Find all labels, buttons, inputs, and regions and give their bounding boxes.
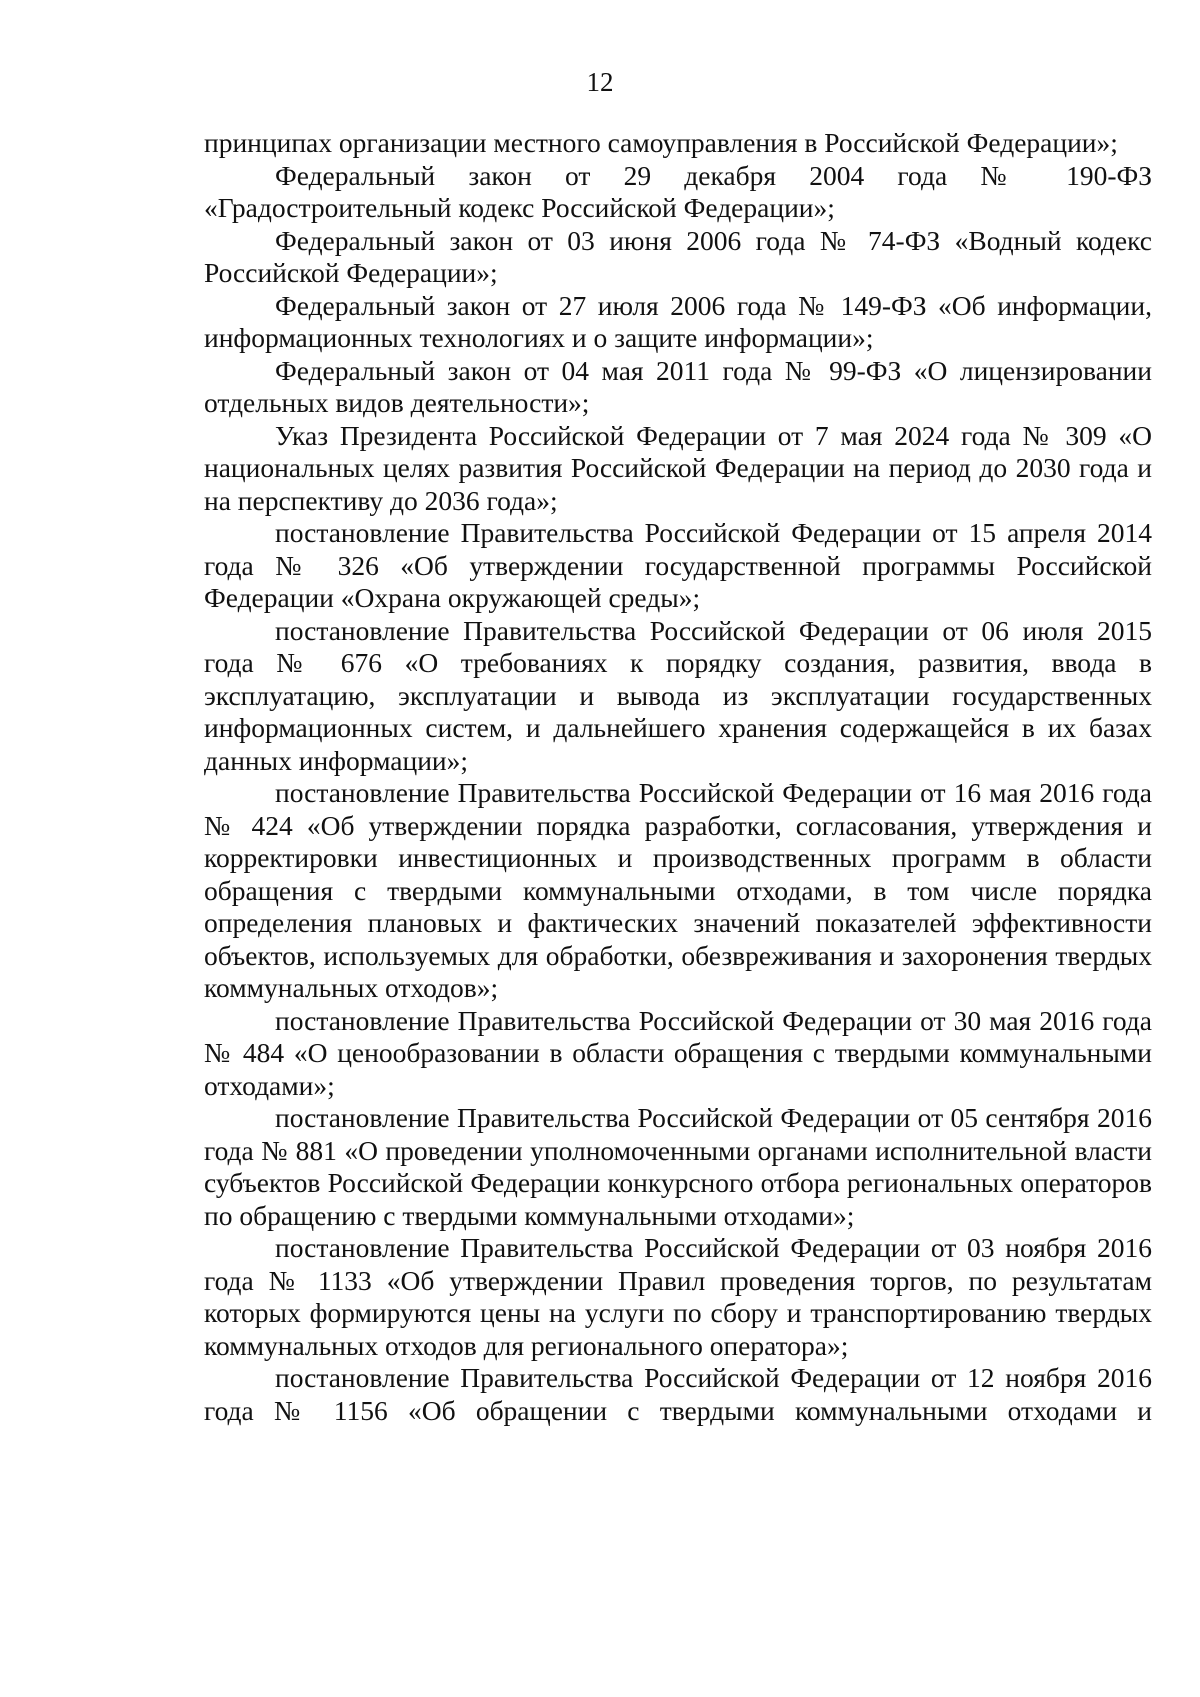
paragraph-resolution-676: постановление Правительства Российской Федерации от 06 июля 2015 года № 676 «О требованиях к порядку создания, развития, ввода в эксплуатацию, эксплуатации и вывода из эксплуатации государственных информационных систем, и дальнейшего хранения содержащейся в их базах данных информации»; [204, 614, 1152, 776]
paragraph-resolution-424: постановление Правительства Российской Федерации от 16 мая 2016 года № 424 «Об утверждении порядка разработки, согласования, утверждения и корректировки инвестиционных и производственных программ в области обращения с твердыми коммунальными отходами, в том числе порядка определения плановых и фактических значений показателей эффективности объектов, используемых для обработки, обезвреживания и захоронения твердых коммунальных отходов»; [204, 777, 1152, 1003]
paragraph-resolution-881: постановление Правительства Российской Федерации от 05 сентября 2016 года № 881 «О проведении уполномоченными органами исполнительной власти субъектов Российской Федерации конкурсного отбора региональных операторов по обращению с твердыми коммунальными отходами»; [204, 1102, 1152, 1231]
paragraph-presidential-decree-309: Указ Президента Российской Федерации от 7 мая 2024 года № 309 «О национальных целях развития Российской Федерации на период до 2030 года и на перспективу до 2036 года»; [204, 419, 1152, 516]
paragraph-continuation: принципах организации местного самоуправления в Российской Федерации»; [204, 127, 1118, 158]
paragraph-federal-law-99: Федеральный закон от 04 мая 2011 года № 99-ФЗ «О лицензировании отдельных видов деятельности»; [204, 354, 1152, 418]
paragraph-federal-law-149: Федеральный закон от 27 июля 2006 года № 149-ФЗ «Об информации, информационных технологиях и о защите информации»; [204, 289, 1152, 353]
paragraph-federal-law-190: Федеральный закон от 29 декабря 2004 года № 190-ФЗ «Градостроительный кодекс Российской Федерации»; [204, 159, 1152, 223]
paragraph-resolution-484: постановление Правительства Российской Федерации от 30 мая 2016 года № 484 «О ценообразовании в области обращения с твердыми коммунальными отходами»; [204, 1004, 1152, 1101]
paragraph-resolution-326: постановление Правительства Российской Федерации от 15 апреля 2014 года № 326 «Об утверждении государственной программы Российской Федерации «Охрана окружающей среды»; [204, 517, 1152, 613]
paragraph-resolution-1156: постановление Правительства Российской Федерации от 12 ноября 2016 года № 1156 «Об обращении с твердыми коммунальными отходами и [204, 1362, 1152, 1426]
paragraph-resolution-1133: постановление Правительства Российской Федерации от 03 ноября 2016 года № 1133 «Об утверждении Правил проведения торгов, по результатам которых формируются цены на услуги по сбору и транспортированию твердых коммунальных отходов для регионального оператора»; [204, 1232, 1152, 1361]
document-body [204, 127, 1152, 1427]
page-number: 12 [586, 67, 614, 97]
paragraph-federal-law-74: Федеральный закон от 03 июня 2006 года № 74-ФЗ «Водный кодекс Российской Федерации»; [204, 224, 1152, 288]
